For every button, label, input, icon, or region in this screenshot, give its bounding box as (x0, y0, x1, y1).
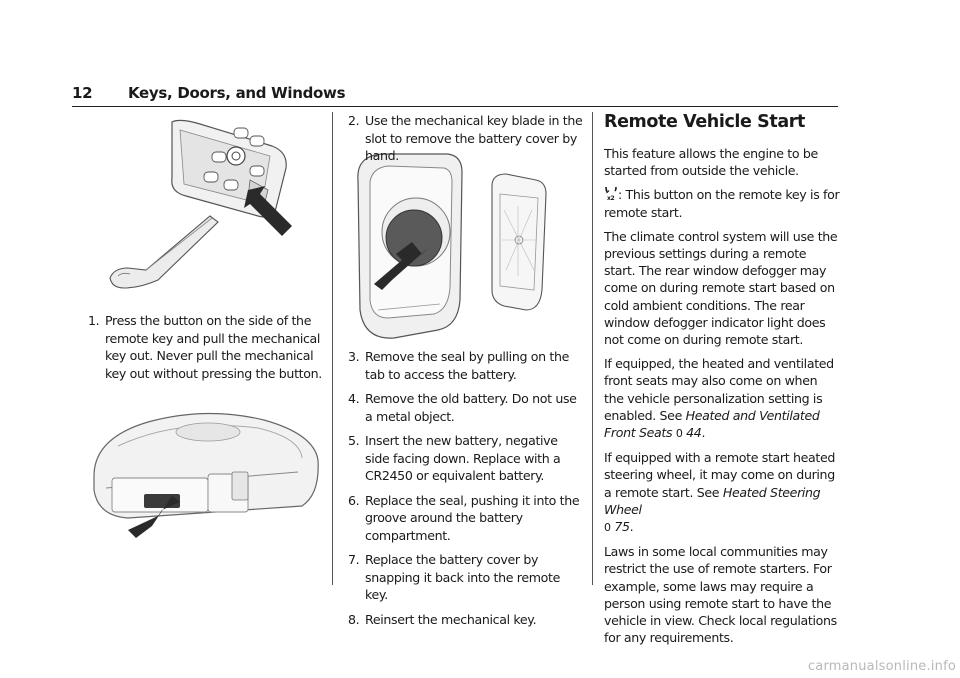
key-fob-mechanical-key-illustration (100, 116, 310, 294)
watermark: carmanualsonline.info (807, 659, 956, 674)
section-title: Keys, Doors, and Windows (128, 84, 346, 102)
heated-seats-text: If equipped, the heated and ventilated front seats may also come on when the vehicle personalization setting is enabled. See (604, 356, 834, 423)
heated-seats-link[interactable]: Heated and Ventilated Front Seats (604, 407, 820, 441)
key-fob-release-button-illustration (88, 398, 324, 548)
step-number: 4. (348, 391, 360, 406)
svg-text:x2: x2 (607, 195, 615, 202)
step-item (348, 390, 584, 425)
step-item (348, 551, 584, 604)
step-item (348, 432, 584, 485)
paragraph-intro: This feature allows the engine to be started from outside the vehicle. (604, 146, 818, 179)
section-heading: Remote Vehicle Start (604, 112, 805, 132)
steering-wheel-link[interactable]: Heated Steering Wheel (604, 484, 821, 517)
paragraph-laws: Laws in some local communities may restrict the use of remote starters. For example, some laws may require a person using remote start to have the vehicle in view. Check local regulations for any requirements. (604, 544, 837, 646)
column-divider-left (332, 112, 333, 585)
step-item (348, 611, 584, 629)
battery-steps-col1 (88, 312, 326, 389)
step-item (348, 112, 584, 165)
paragraph-remote-start-button (604, 186, 840, 220)
page-ref-icon: 0 (604, 521, 611, 535)
step-text: Remove the seal by pulling on the tab to access the battery. (365, 349, 570, 382)
step-number: 5. (348, 433, 360, 448)
column-divider-right (592, 112, 593, 585)
step-text: Replace the battery cover by snapping it back into the remote key. (365, 552, 561, 602)
step-number: 1. (88, 313, 100, 328)
steering-wheel-text: If equipped with a remote start heated steering wheel, it may come on during a remote start. See (604, 450, 836, 500)
step-text: Remove the old battery. Do not use a metal object. (365, 391, 577, 424)
step-text: Replace the seal, pushing it into the groove around the battery compartment. (365, 492, 580, 543)
paragraph-heated-seats (604, 355, 840, 442)
step-text: Reinsert the mechanical key. (365, 611, 537, 627)
step-item (348, 348, 584, 383)
step-number: 2. (348, 113, 360, 128)
step-number: 3. (348, 349, 360, 364)
step-item (348, 492, 584, 545)
page-ref-icon: 0 (675, 427, 683, 441)
step-item (88, 312, 326, 382)
battery-steps-col2-top (348, 112, 584, 172)
heated-seats-page: 44 (686, 425, 702, 441)
battery-steps-col2 (348, 348, 584, 635)
step-number: 8. (348, 611, 360, 627)
steering-wheel-page: 75 (614, 519, 630, 535)
step-text: Use the mechanical key blade in the slot to remove the battery cover by hand. (365, 113, 583, 163)
remote-start-section (604, 110, 840, 653)
page-number: 12 (72, 84, 93, 102)
paragraph-climate: The climate control system will use the previous settings during a remote start. The rear window defogger may come on during remote start based on cold ambient conditions. The rear window defogger indicator light does not come on during remote start. (604, 228, 838, 348)
page-header (72, 84, 838, 107)
step-text: Press the button on the side of the remote key and pull the mechanical key out. Never pull the mechanical key out without pressing the button. (105, 313, 322, 381)
step-number: 6. (348, 492, 360, 508)
step-text: Insert the new battery, negative side facing down. Replace with a CR2450 or equivalent battery. (365, 433, 561, 483)
heated-seats-end: . (701, 425, 706, 441)
steering-wheel-end: . (629, 519, 634, 535)
remote-start-icon (604, 187, 618, 201)
step-number: 7. (348, 552, 360, 567)
paragraph-steering-wheel (604, 449, 840, 536)
remote-start-desc: : This button on the remote key is for remote start. (604, 187, 840, 220)
battery-cover-removal-illustration (354, 150, 554, 342)
